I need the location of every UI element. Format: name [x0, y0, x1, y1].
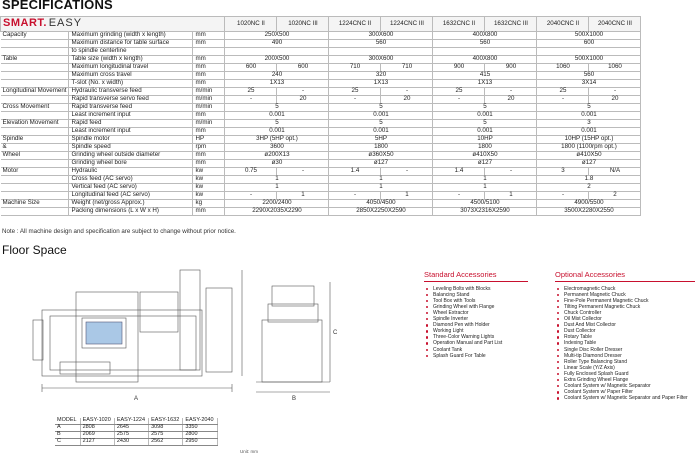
spec-unit: mm — [193, 208, 225, 216]
spec-value: 1060 — [537, 64, 589, 72]
spec-item-label: Spindle motor — [69, 136, 193, 144]
accessory-item: Coolant System w/ Paper Filter — [555, 389, 695, 395]
spec-item-label: Longitudinal feed (AC servo) — [69, 192, 193, 200]
page-title: SPECIFICATIONS — [2, 0, 113, 12]
spec-value: 320 — [329, 72, 433, 80]
spec-unit: mm — [193, 72, 225, 80]
spec-item-label: Rapid transverse servo feed — [69, 96, 193, 104]
spec-value: 2200/2400 — [225, 200, 329, 208]
spec-item-label: Grinding wheel bore — [69, 160, 193, 168]
spec-unit: kw — [193, 168, 225, 176]
accessory-item: Electromagnetic Chuck — [555, 286, 695, 292]
spec-value: 400X800 — [433, 32, 537, 40]
accessory-item: Permanent Magnetic Chuck — [555, 292, 695, 298]
brand-cell — [1, 17, 225, 32]
spec-value: 5HP — [329, 136, 433, 144]
spec-value: 25 — [329, 88, 381, 96]
spec-value: ø127 — [433, 160, 537, 168]
spec-group-label: Machine Size — [1, 200, 69, 208]
spec-unit: mm — [193, 40, 225, 48]
dimension-label-c: C — [333, 330, 338, 336]
spec-value: 1 — [225, 176, 329, 184]
spec-value: 1060 — [589, 64, 641, 72]
spec-item-label: Grinding wheel outside diameter — [69, 152, 193, 160]
spec-value: 1 — [433, 176, 537, 184]
accessory-item: Wheel Extractor — [424, 310, 528, 316]
spec-group-label — [1, 64, 69, 72]
model-header: 1632CNC III — [485, 17, 537, 32]
spec-value: - — [225, 192, 277, 200]
accessory-item: Coolant System w/ Magnetic Separator — [555, 383, 695, 389]
spec-value: 1.8 — [537, 176, 641, 184]
spec-value: 1800 — [329, 144, 433, 152]
spec-item-label: T-slot (No. x width) — [69, 80, 193, 88]
model-table-cell: 2430 — [114, 439, 148, 446]
spec-value: 1 — [225, 184, 329, 192]
spec-item-label: Table size (width x length) — [69, 56, 193, 64]
model-header: 2040CNC III — [589, 17, 641, 32]
accessory-item: Three-Color Warning Lights — [424, 334, 528, 340]
spec-value: 5 — [329, 104, 433, 112]
spec-row — [1, 208, 641, 216]
model-table-header-cell: EASY-1224 — [114, 418, 148, 425]
accessory-item: Diamond Pen with Holder — [424, 322, 528, 328]
accessory-item: Dust And Mist Collector — [555, 322, 695, 328]
spec-value: ø30 — [225, 160, 329, 168]
spec-unit: mm — [193, 112, 225, 120]
spec-value: - — [329, 192, 381, 200]
optional-accessories-list — [555, 286, 695, 402]
model-header: 1020NC III — [277, 17, 329, 32]
spec-value: 25 — [225, 88, 277, 96]
accessory-item: Multi-tip Diamond Dresser — [555, 353, 695, 359]
floor-space-title: Floor Space — [2, 243, 67, 257]
spec-value: 3 — [537, 120, 641, 128]
accessory-item: Spindle Inverter — [424, 316, 528, 322]
brand-easy: EASY — [48, 16, 83, 29]
model-table-cell: 2069 — [80, 432, 114, 439]
accessory-item: Splash Guard For Table — [424, 353, 528, 359]
spec-unit: kw — [193, 176, 225, 184]
divider — [424, 281, 528, 282]
spec-value: 500X1000 — [537, 32, 641, 40]
floor-plan-drawing — [30, 262, 340, 412]
model-table-cell: B — [55, 432, 80, 439]
dimension-label-b: B — [292, 396, 297, 402]
spec-value: - — [381, 88, 433, 96]
spec-value: 560 — [537, 72, 641, 80]
spec-value: 2 — [589, 192, 641, 200]
spec-value: 1 — [485, 192, 537, 200]
spec-unit: kw — [193, 192, 225, 200]
spec-value: 4050/4500 — [329, 200, 433, 208]
spec-value: 5 — [433, 104, 537, 112]
spec-value: 5 — [225, 120, 329, 128]
model-table-cell: 2808 — [80, 425, 114, 432]
accessory-item: Roller Type Balancing Stand — [555, 359, 695, 365]
spec-item-label: Spindle speed — [69, 144, 193, 152]
spec-value: 710 — [381, 64, 433, 72]
spec-value: 300X600 — [329, 32, 433, 40]
model-table-cell: 2950 — [183, 439, 217, 446]
model-table-cell: 2575 — [149, 432, 183, 439]
model-table-row — [55, 439, 217, 446]
spec-value: 1 — [433, 184, 537, 192]
spec-item-label: Least increment input — [69, 128, 193, 136]
spec-value: 240 — [225, 72, 329, 80]
spec-value: 5 — [329, 120, 433, 128]
model-table-cell: A — [55, 425, 80, 432]
spec-group-label: Wheel — [1, 152, 69, 160]
model-table-cell: C — [55, 439, 80, 446]
spec-value: 900 — [433, 64, 485, 72]
spec-unit: mm — [193, 128, 225, 136]
model-table-header-cell: MODEL — [55, 418, 80, 425]
spec-value: 0.001 — [225, 112, 329, 120]
standard-accessories — [424, 270, 528, 359]
spec-unit: m/min — [193, 96, 225, 104]
spec-value: 25 — [433, 88, 485, 96]
standard-accessories-list — [424, 286, 528, 359]
spec-unit: kw — [193, 184, 225, 192]
spec-item-label: Maximum distance for table surface — [69, 40, 193, 48]
spec-value: ø127 — [537, 160, 641, 168]
spec-value: - — [277, 88, 329, 96]
spec-value: - — [589, 88, 641, 96]
spec-value: 490 — [225, 40, 329, 48]
spec-value: 3600 — [225, 144, 329, 152]
spec-item-label: Least increment input — [69, 112, 193, 120]
spec-value: 3500X2280X2550 — [537, 208, 641, 216]
accessory-item: Chuck Controller — [555, 310, 695, 316]
spec-value: 600 — [225, 64, 277, 72]
model-table-header-cell: EASY-1632 — [149, 418, 183, 425]
brand-smart: SMART. — [3, 16, 47, 29]
model-table-cell: 2562 — [149, 439, 183, 446]
spec-value: 4500/5100 — [433, 200, 537, 208]
accessory-item: Tool Box with Tools — [424, 298, 528, 304]
spec-value: 1X13 — [329, 80, 433, 88]
spec-value: 3073X2316X2590 — [433, 208, 537, 216]
model-table-cell: 2127 — [80, 439, 114, 446]
spec-group-label — [1, 176, 69, 184]
spec-value: ø410X50 — [433, 152, 537, 160]
spec-value: 710 — [329, 64, 381, 72]
accessory-item: Coolant System w/ Magnetic Separator and Paper Filter — [555, 395, 695, 401]
spec-value: - — [329, 96, 381, 104]
spec-unit: mm — [193, 64, 225, 72]
spec-item-label: Hydraulic — [69, 168, 193, 176]
model-table-cell: 2575 — [114, 432, 148, 439]
spec-value: 0.001 — [537, 112, 641, 120]
spec-value: 0.001 — [433, 112, 537, 120]
spec-unit: mm — [193, 152, 225, 160]
spec-value: 1X13 — [433, 80, 537, 88]
spec-value: 1 — [381, 192, 433, 200]
spec-value: 20 — [485, 96, 537, 104]
spec-unit: rpm — [193, 144, 225, 152]
accessory-item: Working Light — [424, 328, 528, 334]
note: Note : All machine design and specification are subject to change without prior notice. — [2, 228, 236, 235]
spec-value: 3 — [537, 168, 589, 176]
accessory-item: Leveling Bolts with Blocks — [424, 286, 528, 292]
unit-label: Unit: mm — [240, 449, 258, 454]
spec-item-label: Rapid transverse feed — [69, 104, 193, 112]
spec-value: 1.4 — [433, 168, 485, 176]
spec-item-label: to spindle centerline — [69, 48, 193, 56]
accessory-item: Operation Manual and Part List — [424, 340, 528, 346]
model-dimension-table — [55, 418, 218, 446]
spec-value: - — [485, 88, 537, 96]
spec-group-label: Table — [1, 56, 69, 64]
spec-item-label: Hydraulic transverse feed — [69, 88, 193, 96]
accessory-item: Oil Mist Collector — [555, 316, 695, 322]
spec-value: 0.001 — [329, 128, 433, 136]
accessory-item: Grinding Wheel with Flange — [424, 304, 528, 310]
model-table-header-cell: EASY-2040 — [183, 418, 217, 425]
spec-unit: mm — [193, 56, 225, 64]
spec-value: 20 — [277, 96, 329, 104]
accessory-item: Extra Grinding Wheel Flange — [555, 377, 695, 383]
spec-value: 415 — [433, 72, 537, 80]
spec-group-label — [1, 208, 69, 216]
spec-value: 900 — [485, 64, 537, 72]
spec-item-label: Maximum longitudinal travel — [69, 64, 193, 72]
spec-value: N/A — [589, 168, 641, 176]
spec-value: 4900/5500 — [537, 200, 641, 208]
spec-value: 560 — [329, 40, 433, 48]
accessory-item: Indexing Table — [555, 340, 695, 346]
spec-value: 20 — [381, 96, 433, 104]
spec-value: 300X600 — [329, 56, 433, 64]
spec-value: 25 — [537, 88, 589, 96]
spec-value: ø410X50 — [537, 152, 641, 160]
spec-value: 2 — [537, 184, 641, 192]
spec-item-label: Maximum grinding (width x length) — [69, 32, 193, 40]
accessory-item: Rotary Table — [555, 334, 695, 340]
spec-unit: mm — [193, 80, 225, 88]
accessory-item: Balancing Stand — [424, 292, 528, 298]
spec-value: 600 — [277, 64, 329, 72]
spec-header-row — [1, 17, 641, 32]
spec-value: 10HP (15HP opt.) — [537, 136, 641, 144]
spec-value: 0.75 — [225, 168, 277, 176]
model-header: 1020NC II — [225, 17, 277, 32]
spec-value: ø127 — [329, 160, 433, 168]
spec-value: - — [433, 96, 485, 104]
spec-value: 250X500 — [225, 32, 329, 40]
model-header: 2040CNC II — [537, 17, 589, 32]
model-header: 1224CNC II — [329, 17, 381, 32]
spec-group-label: & — [1, 144, 69, 152]
spec-value: ø360X50 — [329, 152, 433, 160]
spec-group-label: Longitudinal Movement — [1, 88, 69, 96]
standard-accessories-title: Standard Accessories — [424, 270, 497, 279]
accessory-item: Coolant Tank — [424, 347, 528, 353]
spec-value: 560 — [433, 40, 537, 48]
spec-unit: m/min — [193, 120, 225, 128]
accessory-item: Single Disc Roller Dresser — [555, 347, 695, 353]
accessory-item: Fine-Pole Permanent Magnetic Chuck — [555, 298, 695, 304]
optional-accessories-title: Optional Accessories — [555, 270, 626, 279]
spec-item-label: Vertical feed (AC servo) — [69, 184, 193, 192]
spec-value: 2290X2035X2290 — [225, 208, 329, 216]
spec-value: 10HP — [433, 136, 537, 144]
spec-value: - — [225, 96, 277, 104]
spec-value: 1 — [329, 184, 433, 192]
spec-value: 0.001 — [537, 128, 641, 136]
model-table-cell: 2645 — [114, 425, 148, 432]
spec-value: ø200X13 — [225, 152, 329, 160]
model-header: 1224CNC III — [381, 17, 433, 32]
dimension-label-a: A — [134, 396, 139, 402]
accessory-item: Tilting Permanent Magnetic Chuck — [555, 304, 695, 310]
model-table-cell: 3350 — [183, 425, 217, 432]
divider — [555, 281, 695, 282]
spec-unit: m/min — [193, 104, 225, 112]
spec-value: 5 — [537, 104, 641, 112]
spec-value: 0.001 — [329, 112, 433, 120]
spec-value: - — [537, 192, 589, 200]
spec-unit: kg — [193, 200, 225, 208]
spec-value: 5 — [433, 120, 537, 128]
spec-value: 1 — [329, 176, 433, 184]
spec-group-label — [1, 184, 69, 192]
model-table-cell: 3098 — [149, 425, 183, 432]
spec-item-label: Packing dimensions (L x W x H) — [69, 208, 193, 216]
spec-value: - — [277, 168, 329, 176]
spec-group-label — [1, 40, 69, 48]
accessory-item: Fully Enclosed Splash Guard — [555, 371, 695, 377]
spec-value: 1 — [277, 192, 329, 200]
spec-value: - — [485, 168, 537, 176]
accessory-item: Dust Collector — [555, 328, 695, 334]
spec-value: 2850X2250X2590 — [329, 208, 433, 216]
spec-value: - — [537, 96, 589, 104]
spec-value: 3X14 — [537, 80, 641, 88]
spec-unit: mm — [193, 32, 225, 40]
spec-value: 200X500 — [225, 56, 329, 64]
spec-group-label: Spindle — [1, 136, 69, 144]
accessory-item: Linear Scale (Y/Z Axis) — [555, 365, 695, 371]
spec-unit: mm — [193, 160, 225, 168]
spec-group-label: Motor — [1, 168, 69, 176]
spec-group-label: Cross Movement — [1, 104, 69, 112]
spec-value: 5 — [225, 104, 329, 112]
spec-value: 0.001 — [225, 128, 329, 136]
model-table-header-cell: EASY-1020 — [80, 418, 114, 425]
spec-value: 1.4 — [329, 168, 381, 176]
spec-item-label: Weight (net/gross Approx.) — [69, 200, 193, 208]
spec-value: - — [381, 168, 433, 176]
spec-group-label: Capacity — [1, 32, 69, 40]
spec-value: 1800 (1100rpm opt.) — [537, 144, 641, 152]
optional-accessories — [555, 270, 695, 401]
spec-value: 600 — [537, 40, 641, 48]
spec-group-label: Elevation Movement — [1, 120, 69, 128]
spec-item-label: Rapid feed — [69, 120, 193, 128]
spec-value: 0.001 — [433, 128, 537, 136]
spec-table — [0, 16, 641, 216]
spec-unit: HP — [193, 136, 225, 144]
spec-value: 1X13 — [225, 80, 329, 88]
spec-value: 400X800 — [433, 56, 537, 64]
spec-group-label — [1, 72, 69, 80]
spec-value: 3HP (5HP opt.) — [225, 136, 329, 144]
model-header: 1632CNC II — [433, 17, 485, 32]
spec-value: 1800 — [433, 144, 537, 152]
spec-value: - — [433, 192, 485, 200]
spec-value: 500X1000 — [537, 56, 641, 64]
spec-unit: m/min — [193, 88, 225, 96]
spec-item-label: Cross feed (AC servo) — [69, 176, 193, 184]
spec-item-label: Maximum cross travel — [69, 72, 193, 80]
model-table-cell: 2800 — [183, 432, 217, 439]
spec-value: 20 — [589, 96, 641, 104]
